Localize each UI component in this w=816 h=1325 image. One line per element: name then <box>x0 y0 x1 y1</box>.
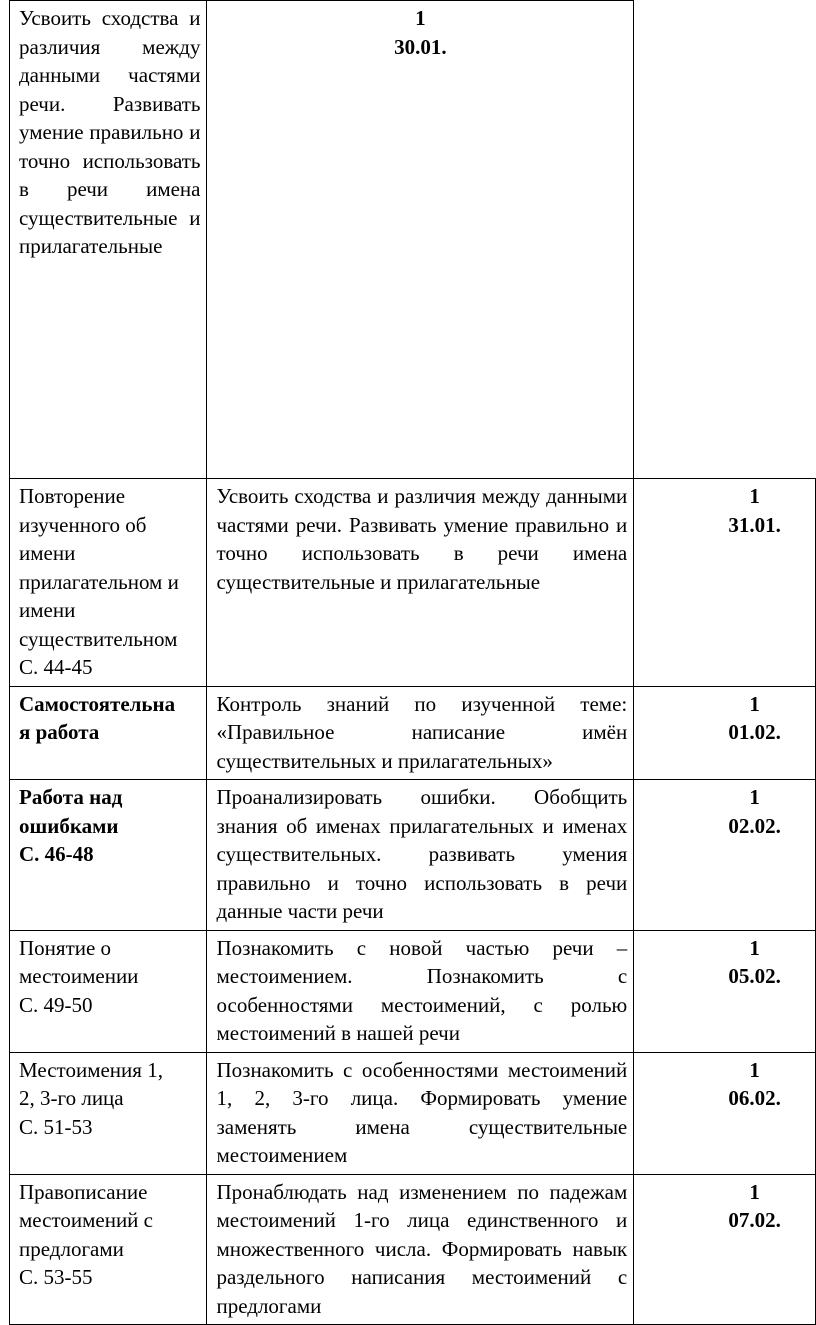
hours-date-cell <box>634 930 816 1052</box>
date-value: 31.01. <box>728 512 781 537</box>
topic-cell: Самостоятельна я работа <box>10 686 207 780</box>
hours-value: 1 <box>749 935 760 960</box>
table-row <box>10 780 816 931</box>
hours-date-cell <box>207 1 634 479</box>
hours-value: 1 <box>749 1057 760 1082</box>
goal-cell: Контроль знаний по изученной теме: «Правильное написание имён существительных и прилагательных» <box>207 686 634 780</box>
hours-date-cell <box>634 1174 816 1325</box>
table-row <box>10 1174 816 1325</box>
goal-cell: Познакомить с особенностями местоимений 1, 2, 3-го лица. Формировать умение заменять имена существительные местоимением <box>207 1052 634 1174</box>
hours-value: 1 <box>415 6 426 30</box>
date-value: 07.02. <box>728 1208 781 1232</box>
hours-date-cell <box>634 686 816 780</box>
empty-cell <box>634 1 816 479</box>
goal-cell: Познакомить с новой частью речи – местоимением. Познакомить с особенностями местоимений, с ролью местоимений в нашей речи <box>207 930 634 1052</box>
topic-cell: Повторение изученного об имени прилагательном и имени существительном С. 44-45 <box>10 479 207 687</box>
hours-date-cell <box>634 780 816 931</box>
topic-cell: Работа над ошибками С. 46-48 <box>10 780 207 931</box>
date-value: 30.01. <box>394 34 447 59</box>
date-value: 05.02. <box>728 964 781 988</box>
hours-value: 1 <box>749 484 760 508</box>
table-row <box>10 686 816 780</box>
goal-cell: Усвоить сходства и различия между данными частями речи. Развивать умение правильно и точно использовать в речи имена существительные и прилагательные <box>10 1 207 479</box>
goal-cell: Проанализировать ошибки. Обобщить знания об именах прилагательных и именах существительных. развивать умения правильно и точно использовать в речи данные части речи <box>207 780 634 931</box>
date-value: 02.02. <box>728 813 781 838</box>
topic-cell: Понятие о местоимении С. 49-50 <box>10 930 207 1052</box>
topic-cell: Правописание местоимений с предлогами С. 53-55 <box>10 1174 207 1325</box>
topic-cell: Местоимения 1, 2, 3-го лица С. 51-53 <box>10 1052 207 1174</box>
hours-value: 1 <box>749 691 760 716</box>
hours-date-cell <box>634 479 816 687</box>
table-row <box>10 479 816 687</box>
date-value: 06.02. <box>728 1086 781 1110</box>
table-row <box>10 1 816 479</box>
table-row <box>10 1052 816 1174</box>
lesson-plan-table <box>9 0 816 1325</box>
date-value: 01.02. <box>728 720 781 744</box>
goal-cell: Пронаблюдать над изменением по падежам местоимений 1-го лица единственного и множественного числа. Формировать навык раздельного написания местоимений с предлогами <box>207 1174 634 1325</box>
hours-value: 1 <box>749 1179 760 1204</box>
goal-cell: Усвоить сходства и различия между данными частями речи. Развивать умение правильно и точно использовать в речи имена существительные и прилагательные <box>207 479 634 687</box>
hours-value: 1 <box>749 785 760 809</box>
hours-date-cell <box>634 1052 816 1174</box>
table-row <box>10 930 816 1052</box>
